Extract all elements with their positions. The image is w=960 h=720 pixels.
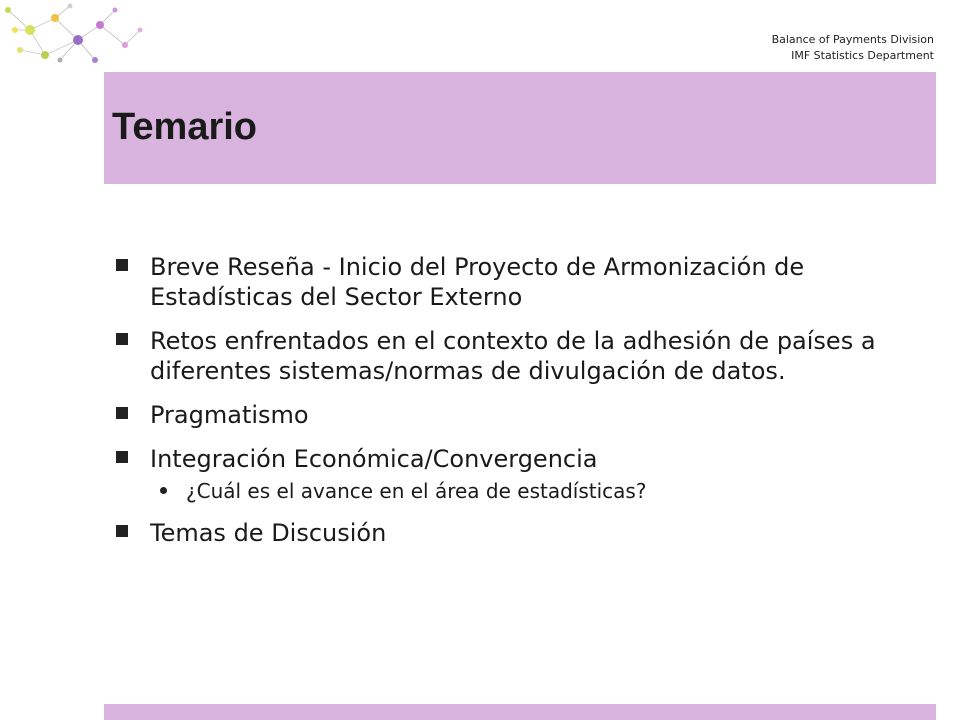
bullet-item xyxy=(116,252,906,312)
bullet-text: Pragmatismo xyxy=(150,401,309,429)
bullet-item xyxy=(116,444,906,474)
bullet-text: Temas de Discusión xyxy=(150,519,387,547)
square-bullet-icon xyxy=(116,451,128,463)
square-bullet-icon xyxy=(116,259,128,271)
bullet-item xyxy=(116,400,906,430)
org-department: IMF Statistics Department xyxy=(791,49,934,62)
title-band xyxy=(104,72,936,184)
bullet-item xyxy=(116,518,906,548)
slide-title: Temario xyxy=(112,106,258,148)
square-bullet-icon xyxy=(116,407,128,419)
bullet-text: Retos enfrentados en el contexto de la adhesión de países a diferentes sistemas/normas de divulgación de datos. xyxy=(150,327,876,385)
org-division: Balance of Payments Division xyxy=(771,33,934,46)
square-bullet-icon xyxy=(116,525,128,537)
sub-bullet-text: ¿Cuál es el avance en el área de estadísticas? xyxy=(186,479,647,503)
footer-band xyxy=(104,704,936,720)
organization-label xyxy=(772,32,934,64)
bullet-text: Integración Económica/Convergencia xyxy=(150,445,598,473)
round-bullet-icon xyxy=(160,487,167,494)
sub-bullet-item xyxy=(116,478,906,504)
bullet-list xyxy=(116,252,906,562)
network-graph-logo-icon xyxy=(0,0,150,72)
bullet-text: Breve Reseña - Inicio del Proyecto de Armonización de Estadísticas del Sector Externo xyxy=(150,253,805,311)
bullet-item xyxy=(116,326,906,386)
square-bullet-icon xyxy=(116,333,128,345)
